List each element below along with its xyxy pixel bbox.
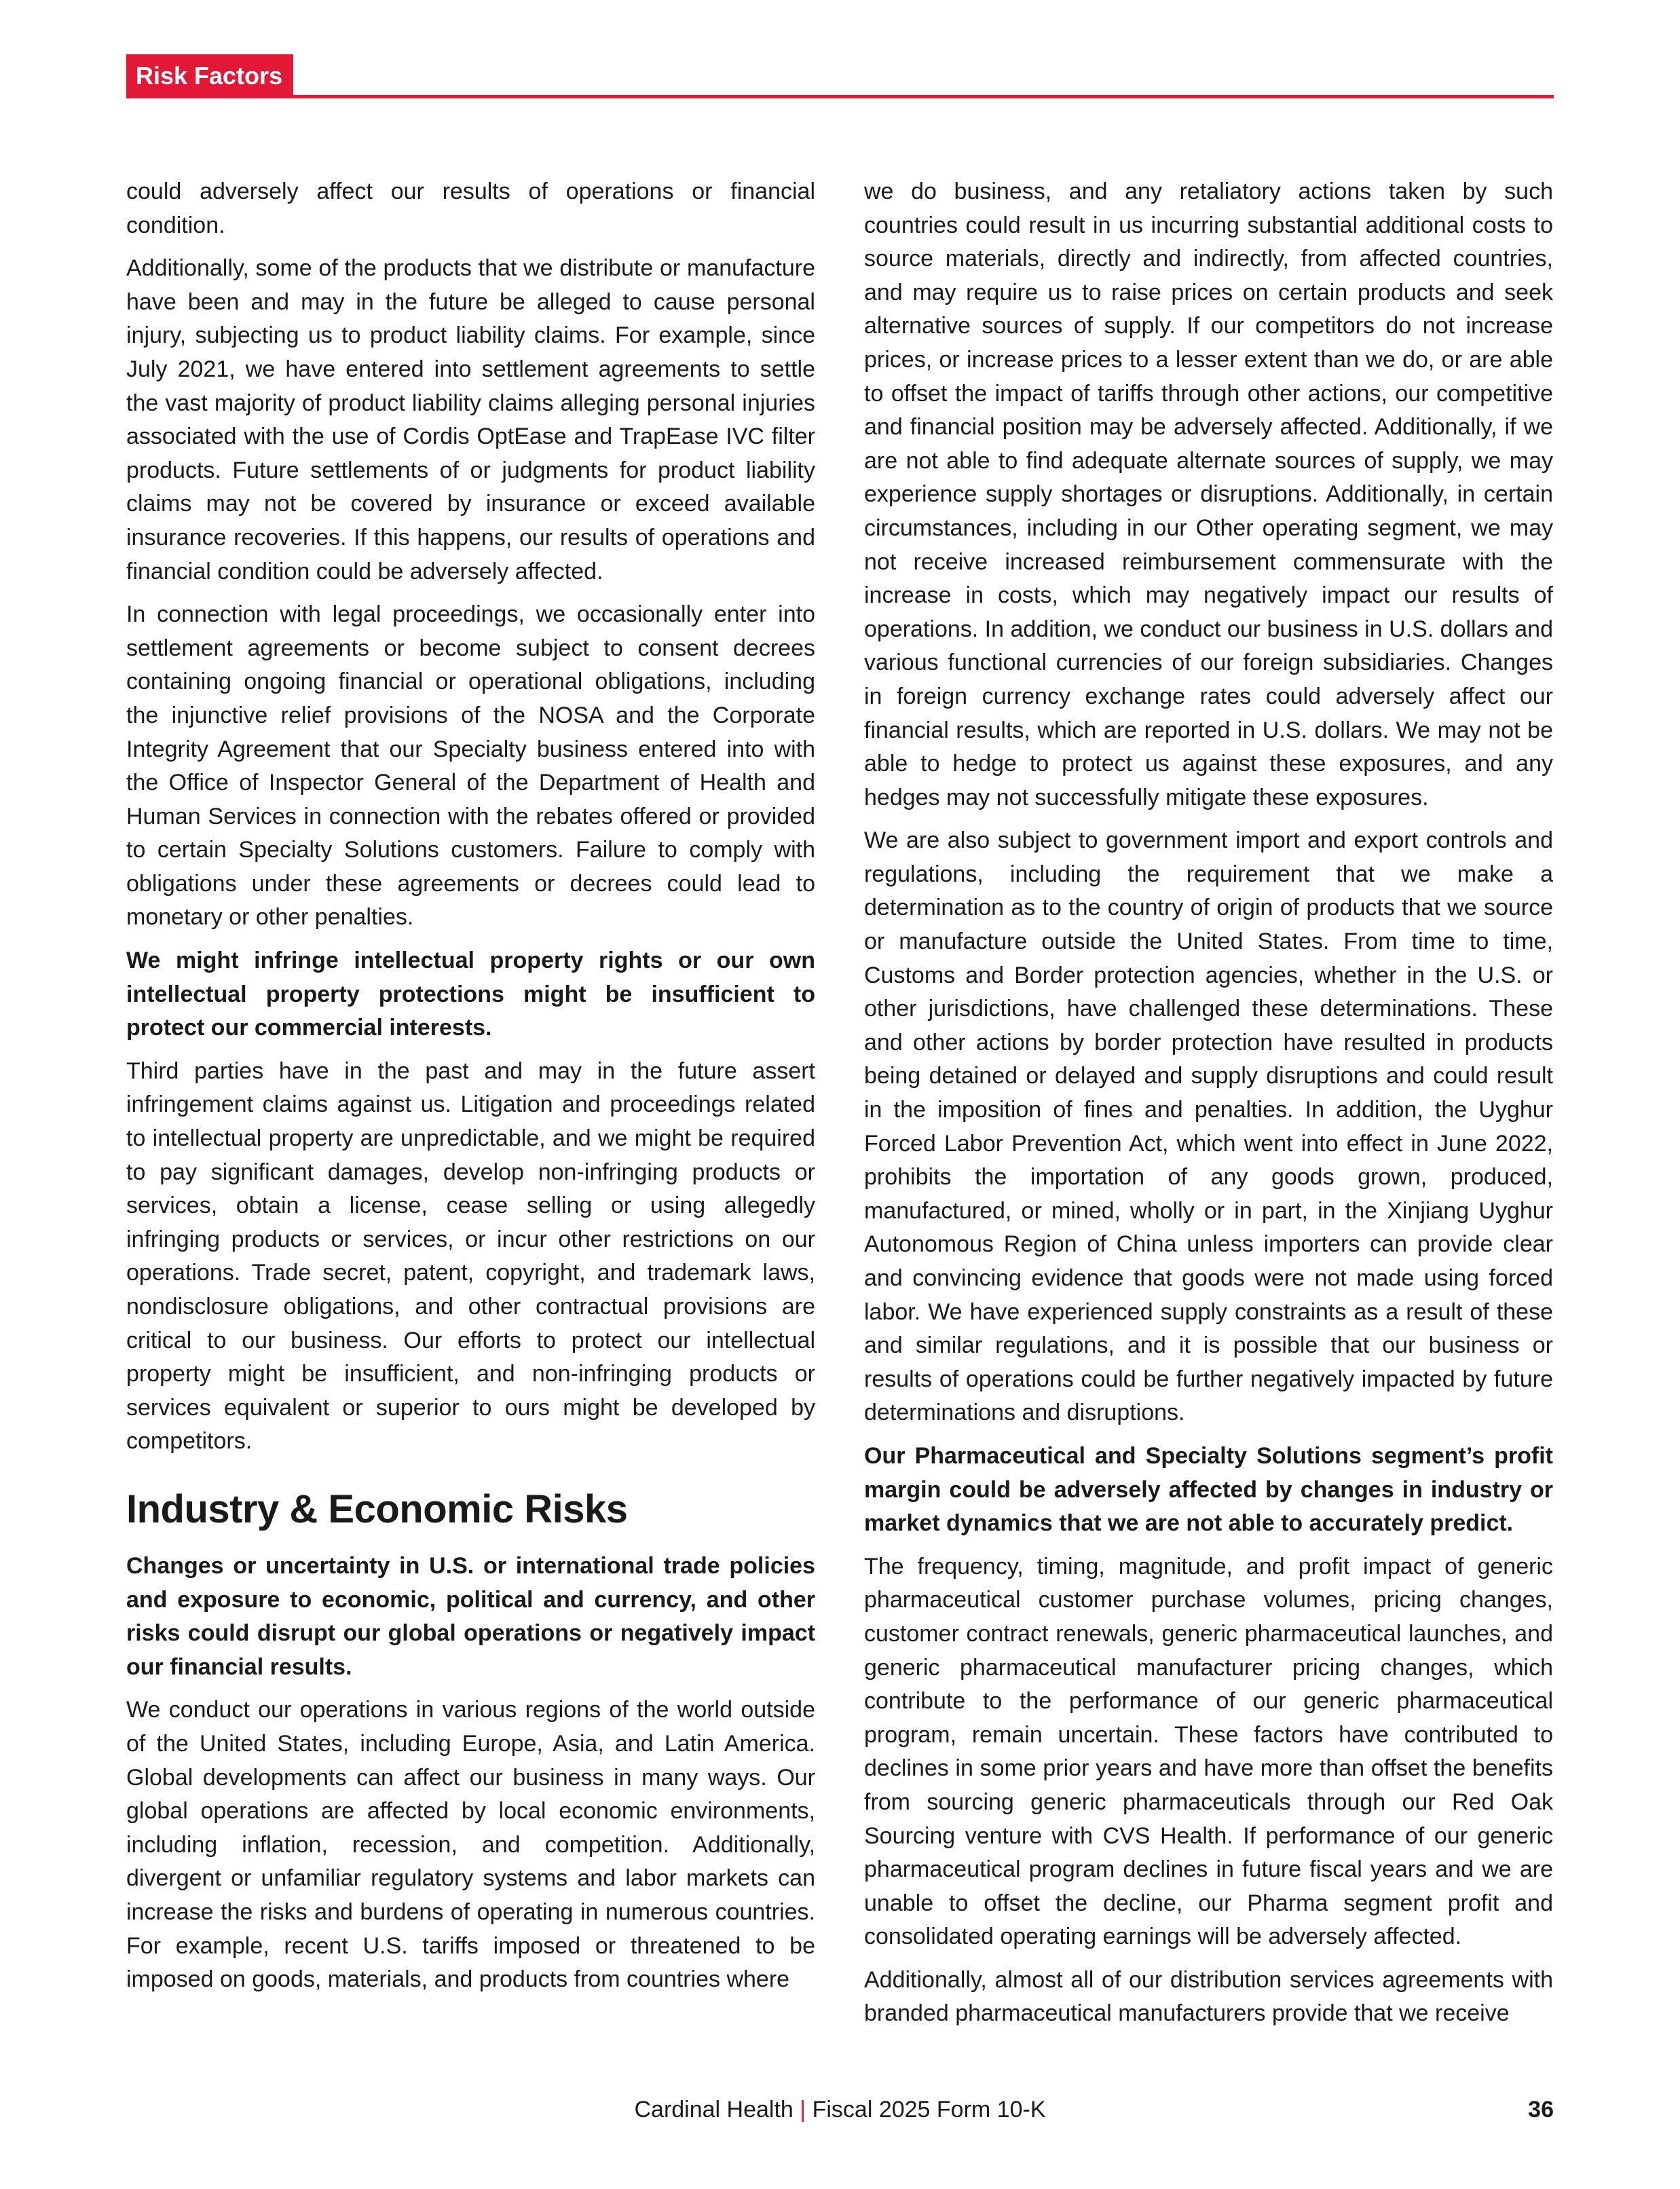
footer-document: Fiscal 2025 Form 10-K xyxy=(812,2097,1046,2122)
risk-heading: Our Pharmaceutical and Specialty Solutions segment’s profit margin could be adversely affected by changes in industry or market dynamics that we are not able to accurately predict. xyxy=(864,1442,1553,1537)
paragraph: we do business, and any retaliatory actions taken by such countries could result in us incurring substantial additional costs to source materials, directly and indirectly, from affected countries, and may require us to raise prices on certain products and seek alternative sources of supply. If our competitors do not increase prices, or increase prices to a lesser extent than we do, or are able to offset the impact of tariffs through other actions, our competitive and financial position may be adversely affected. Additionally, if we are not able to find adequate alternate sources of supply, we may experience supply shortages or disruptions. Additionally, in certain circumstances, including in our Other operating segment, we may not receive increased reimbursement commensurate with the increase in costs, which may negatively impact our results of operations. In addition, we conduct our business in U.S. dollars and various functional currencies of our foreign subsidiaries. Changes in foreign currency exchange rates could adversely affect our financial results, which are reported in U.S. dollars. We may not be able to hedge to protect us against these exposures, and any hedges may not successfully mitigate these exposures. xyxy=(864,179,1553,810)
paragraph: Additionally, almost all of our distribution services agreements with branded pharmaceutical manufacturers provide that we receive xyxy=(864,1966,1553,2027)
left-column xyxy=(126,175,815,2006)
paragraph: Additionally, some of the products that we distribute or manufacture have been and may in the future be alleged to cause personal injury, subjecting us to product liability claims. For example, since July 2021, we have entered into settlement agreements to settle the vast majority of product liability claims alleging personal injuries associated with the use of Cordis OptEase and TrapEase IVC filter products. Future settlements of or judgments for product liability claims may not be covered by insurance or exceed available insurance recoveries. If this happens, our results of operations and financial condition could be adversely affected. xyxy=(126,255,815,584)
paragraph: could adversely affect our results of operations or financial condition. xyxy=(126,179,815,238)
page-footer xyxy=(126,2096,1554,2123)
risk-heading: We might infringe intellectual property rights or our own intellectual property protections might be insufficient to protect our commercial interests. xyxy=(126,948,815,1041)
page-number: 36 xyxy=(1528,2097,1554,2122)
paragraph: Third parties have in the past and may in the future assert infringement claims against us. Litigation and proceedings related to intellectual property are unpredictable, and we might be required to pay significant damages, develop non-infringing products or services, obtain a license, cease selling or using allegedly infringing products or services, or incur other restrictions on our operations. Trade secret, patent, copyright, and trademark laws, nondisclosure obligations, and other contractual provisions are critical to our business. Our efforts to protect our intellectual property might be insufficient, and non-infringing products or services equivalent or superior to ours might be developed by competitors. xyxy=(126,1058,815,1455)
footer-separator: | xyxy=(800,2097,806,2122)
footer-title xyxy=(126,2096,1554,2123)
paragraph: The frequency, timing, magnitude, and profit impact of generic pharmaceutical customer purchase volumes, pricing changes, customer contract renewals, generic pharmaceutical launches, and generic pharmaceutical manufacturer pricing changes, which contribute to the performance of our generic pharmaceutical program, remain uncertain. These factors have contributed to declines in some prior years and have more than offset the benefits from sourcing generic pharmaceuticals through our Red Oak Sourcing venture with CVS Health. If performance of our generic pharmaceutical program declines in future fiscal years and we are unable to offset the decline, our Pharma segment profit and consolidated operating earnings will be adversely affected. xyxy=(864,1553,1553,1950)
paragraph: We conduct our operations in various regions of the world outside of the United States, including Europe, Asia, and Latin America. Global developments can affect our business in many ways. Our global operations are affected by local economic environments, including inflation, recession, and competition. Additionally, divergent or unfamiliar regulatory systems and labor markets can increase the risks and burdens of operating in numerous countries. For example, recent U.S. tariffs imposed or threatened to be imposed on goods, materials, and products from countries where xyxy=(126,1697,815,1993)
section-title: Industry & Economic Risks xyxy=(126,1486,628,1531)
right-column xyxy=(864,175,1553,2040)
header-divider xyxy=(126,95,1554,98)
paragraph: In connection with legal proceedings, we occasionally enter into settlement agreements or become subject to consent decrees containing ongoing financial or operational obligations, including the injunctive relief provisions of the NOSA and the Corporate Integrity Agreement that our Specialty business entered into with the Office of Inspector General of the Department of Health and Human Services in connection with the rebates offered or provided to certain Specialty Solutions customers. Failure to comply with obligations under these agreements or decrees could lead to monetary or other penalties. xyxy=(126,601,815,931)
section-label-tab: Risk Factors xyxy=(126,54,293,98)
footer-company: Cardinal Health xyxy=(634,2097,794,2122)
risk-heading: Changes or uncertainty in U.S. or international trade policies and exposure to economic, political and currency, and other risks could disrupt our global operations or negatively impact our financial results. xyxy=(126,1552,815,1680)
paragraph: We are also subject to government import and export controls and regulations, including the requirement that we make a determination as to the country of origin of products that we source or manufacture outside the United States. From time to time, Customs and Border protection agencies, whether in the U.S. or other jurisdictions, have challenged these determinations. These and other actions by border protection have resulted in products being detained or delayed and supply disruptions and could result in the imposition of fines and penalties. In addition, the Uyghur Forced Labor Prevention Act, which went into effect in June 2022, prohibits the importation of any goods grown, produced, manufactured, or mined, wholly or in part, in the Xinjiang Uyghur Autonomous Region of China unless importers can provide clear and convincing evidence that goods were not made using forced labor. We have experienced supply constraints as a result of these and similar regulations, and it is possible that our business or results of operations could be further negatively impacted by future determinations and disruptions. xyxy=(864,827,1553,1426)
